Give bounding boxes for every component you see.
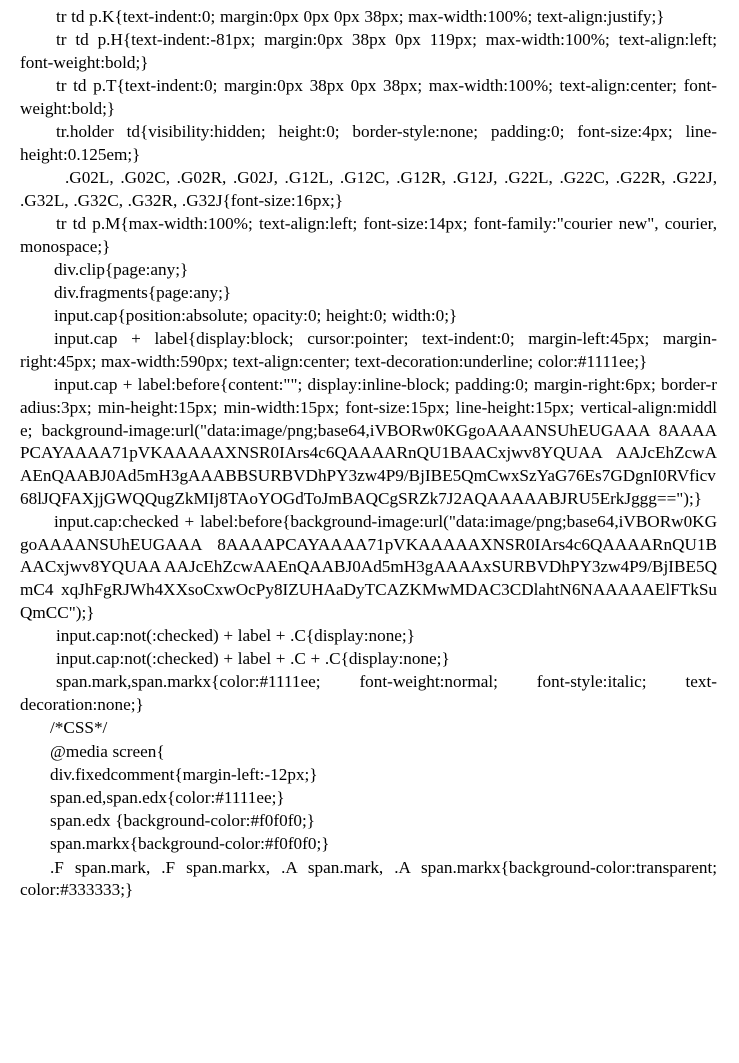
css-rule-paragraph: input.cap + label{display:block; cursor:pointer; text-indent:0; margin-left:45px; margin-right:45px; max-width:590px; text-align:center; text-decoration:underline; color:#1111ee;} bbox=[20, 329, 717, 372]
css-rule-paragraph: span.edx {background-color:#f0f0f0;} bbox=[50, 811, 316, 831]
css-rule-paragraph: tr td p.H{text-indent:-81px; margin:0px 38px 0px 119px; max-width:100%; text-align:left; font-weight:bold;} bbox=[20, 30, 717, 72]
css-rule-paragraph: /*CSS*/ bbox=[50, 718, 108, 738]
css-rule-paragraph: input.cap:not(:checked) + label + .C + .C{display:none;} bbox=[56, 649, 450, 669]
css-rule-paragraph: div.clip{page:any;} bbox=[54, 259, 189, 279]
css-rule-paragraph: .F span.mark, .F span.markx, .A span.mark, .A span.markx{background-color:transparent; color:#333333;} bbox=[20, 857, 717, 900]
css-rule-paragraph: .G02L, .G02C, .G02R, .G02J, .G12L, .G12C, .G12R, .G12J, .G22L, .G22C, .G22R, .G22J, .G32L, .G32C, .G32R, .G32J{font-size:16px;} bbox=[20, 167, 717, 210]
css-rule-paragraph: input.cap{position:absolute; opacity:0; height:0; width:0;} bbox=[54, 306, 458, 326]
css-rule-paragraph: div.fixedcomment{margin-left:-12px;} bbox=[50, 764, 318, 784]
css-rule-paragraph: tr td p.T{text-indent:0; margin:0px 38px 0px 38px; max-width:100%; text-align:center; font-weight:bold;} bbox=[20, 76, 717, 118]
css-rule-paragraph: div.fragments{page:any;} bbox=[54, 282, 232, 302]
css-rule-paragraph: span.markx{background-color:#f0f0f0;} bbox=[50, 834, 330, 854]
css-rule-paragraph: span.mark,span.markx{color:#1111ee; font-weight:normal; font-style:italic; text-decoration:none;} bbox=[20, 672, 717, 715]
css-rule-paragraph: tr td p.K{text-indent:0; margin:0px 0px 0px 38px; max-width:100%; text-align:justify;} bbox=[56, 7, 665, 26]
css-rule-paragraph: input.cap:not(:checked) + label + .C{display:none;} bbox=[56, 625, 415, 645]
css-rule-paragraph: span.ed,span.edx{color:#1111ee;} bbox=[50, 787, 285, 807]
css-rule-paragraph: @media screen{ bbox=[50, 741, 165, 761]
css-rule-paragraph: input.cap:checked + label:before{background-image:url("data:image/png;base64,iVBORw0KGgoAAAANSUhEUGAAA 8AAAAPCAYAAAA71pVKAAAAAXNSR0IArs4c6QAAAARnQU1BAACxjwv8YQUAA AAJcEhZcwAAEnQAABJ0Ad5mH3gAAAAxSURBVDhPY3zw4P9/BjIBE5QmC4 xqJhFgRJWh4XXsoCxwOcPy8IZUHAaDyTCAZKMwMDAC3CDlahtN6NAAAAAElFTkSuQmCC");} bbox=[20, 511, 717, 622]
css-rule-paragraph: input.cap + label:before{content:""; display:inline-block; padding:0; margin-right:6px; border-radius:3px; min-height:15px; min-width:15px; font-size:15px; line-height:15px; vertical-align:middle; background-image:url("data:image/png;base64,iVBORw0KGgoAAAANSUhEUGAAA 8AAAAPCAYAAAA71pVKAAAAAXNSR0IArs4c6QAAAARnQU1BAACxjwv8YQUAA AAJcEhZcwAAEnQAABJ0Ad5mH3gAAABBSURBVDhPY3zw4P9/BjIBE5QmCwxSzYaG76Es7GDgnI0RVficv68lJQFAXjjGWQQugZkMIj8TAoYOGdToJmBAQCgSRZk7J2AQAAAAABJRU5ErkJggg==");} bbox=[20, 375, 717, 508]
css-rule-paragraph: tr.holder td{visibility:hidden; height:0; border-style:none; padding:0; font-size:4px; line-height:0.125em;} bbox=[20, 122, 717, 164]
css-rule-paragraph: tr td p.M{max-width:100%; text-align:left; font-size:14px; font-family:"courier new", courier, monospace;} bbox=[20, 213, 717, 256]
